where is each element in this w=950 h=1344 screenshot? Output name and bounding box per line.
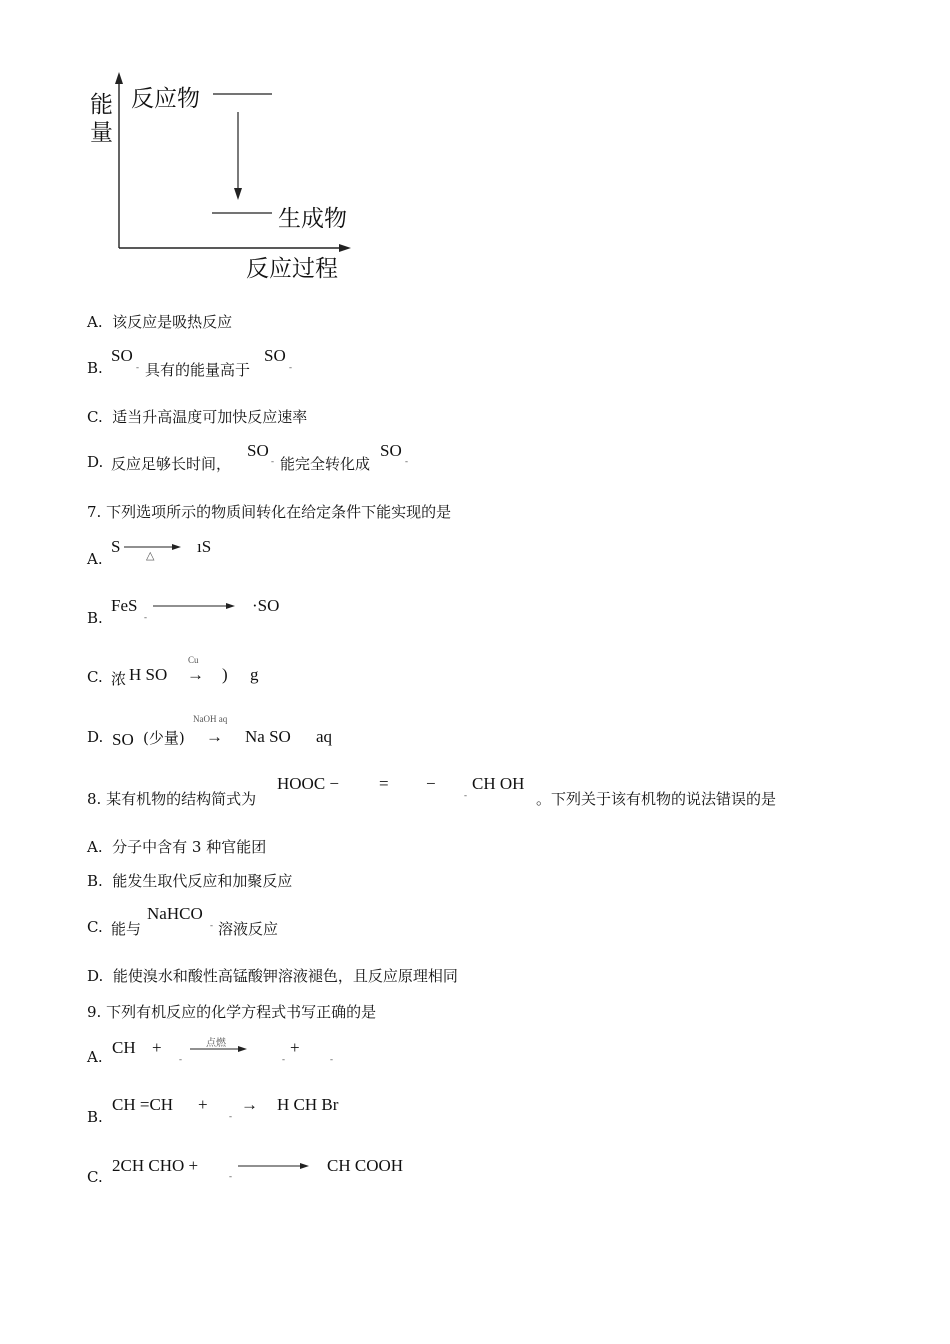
y-axis-label-2: 量	[90, 120, 113, 146]
q7-b-arrow	[153, 605, 238, 615]
option-text: 该反应是吸热反应	[112, 313, 233, 331]
q7-stem: 7. 下列选项所示的物质间转化在给定条件下能实现的是	[87, 503, 452, 521]
q7-a-formula-2: ıS	[197, 537, 212, 556]
option-label: C.	[87, 408, 103, 426]
option-text: 适当升高温度可加快反应速率	[112, 408, 308, 426]
q6-d-sub-1: -	[271, 456, 274, 466]
option-label: B.	[87, 872, 103, 890]
q9-a-sub-3: -	[330, 1054, 333, 1064]
q9-c-sub: -	[229, 1171, 232, 1181]
q8-option-b	[87, 870, 292, 891]
q8-stem-post: 。下列关于该有机物的说法错误的是	[536, 790, 777, 808]
option-label: A.	[87, 838, 103, 856]
q8-option-c-label: C.	[87, 918, 103, 936]
y-axis-label-1: 能	[90, 92, 113, 118]
q6-option-d-label: D.	[87, 453, 104, 471]
q6-b-formula-2: SO	[264, 346, 286, 365]
q7-option-c-label: C.	[87, 668, 103, 686]
q9-option-c-label: C.	[87, 1168, 103, 1186]
q9-a-formula: CH	[112, 1038, 136, 1057]
q9-a-sub-1: -	[179, 1054, 182, 1064]
q6-b-formula-1: SO	[111, 346, 133, 365]
option-text: 能使溴水和酸性高锰酸钾溶液褪色，且反应原理相同	[112, 967, 458, 985]
q8-c-pre: 能与	[111, 920, 142, 938]
q9-b-arrow: →	[241, 1095, 258, 1114]
q8-c-formula: NaHCO	[147, 904, 203, 923]
q6-d-formula-1: SO	[247, 441, 269, 460]
option-label: D.	[87, 967, 104, 985]
x-axis-label: 反应过程	[246, 256, 338, 282]
q9-b-plus: +	[198, 1095, 208, 1114]
q6-option-b-label: B.	[87, 359, 103, 377]
q7-c-formula-3: g	[250, 665, 259, 684]
q6-b-sub-1: -	[136, 362, 139, 372]
q9-a-condition: 点燃	[206, 1038, 226, 1049]
q9-option-a-label: A.	[87, 1048, 103, 1066]
q8-struct-2: =	[379, 774, 389, 793]
q7-a-condition: △	[146, 550, 155, 562]
q9-a-sub-2: -	[282, 1054, 285, 1064]
q7-option-b-label: B.	[87, 609, 103, 627]
q7-c-pre: 浓	[111, 670, 127, 688]
q6-option-a	[87, 311, 232, 332]
q8-struct-3: −	[426, 774, 436, 793]
q9-a-plus-1: +	[152, 1038, 162, 1057]
q7-b-formula-2: ·SO	[252, 596, 280, 615]
q8-c-post: 溶液反应	[218, 920, 279, 938]
q6-d-text: 能完全转化成	[280, 455, 371, 473]
q7-d-arrow: →	[206, 727, 223, 746]
q7-d-paren: (少量)	[143, 729, 185, 747]
q9-option-b-label: B.	[87, 1108, 103, 1126]
q7-option-a-label: A.	[87, 550, 103, 568]
q8-c-sub: -	[210, 920, 213, 930]
option-text: 能发生取代反应和加聚反应	[112, 872, 293, 890]
q7-d-formula-2: Na SO	[245, 727, 291, 746]
q9-c-arrow	[238, 1165, 313, 1175]
q7-option-d-label: D.	[87, 728, 104, 746]
q7-b-sub-1: -	[144, 612, 147, 622]
q9-c-formula-1: 2CH CHO +	[112, 1156, 199, 1175]
q9-a-plus-2: +	[290, 1038, 300, 1057]
q6-option-c	[87, 406, 307, 427]
q7-a-formula-1: S	[111, 537, 121, 556]
q7-c-arrow: →	[187, 665, 204, 684]
q9-stem: 9. 下列有机反应的化学方程式书写正确的是	[87, 1003, 377, 1021]
q7-c-formula-1: H SO	[129, 665, 168, 684]
q9-b-formula-1: CH =CH	[112, 1095, 174, 1114]
q8-option-a	[87, 836, 266, 857]
q7-d-condition: NaOH aq	[193, 714, 228, 724]
q6-d-pre: 反应足够长时间，	[111, 455, 232, 473]
q9-b-sub: -	[229, 1111, 232, 1121]
q6-b-text: 具有的能量高于	[145, 361, 251, 379]
down-arrow	[234, 112, 242, 200]
q9-b-formula-2: H CH Br	[277, 1095, 339, 1114]
q6-d-formula-2: SO	[380, 441, 402, 460]
q8-struct-4: CH OH	[472, 774, 525, 793]
q6-b-sub-2: -	[289, 362, 292, 372]
option-label: A.	[87, 313, 103, 331]
q9-a-arrow	[190, 1048, 250, 1058]
q8-struct-sub: -	[464, 790, 467, 800]
energy-diagram	[0, 0, 950, 290]
option-text: 分子中含有 3 种官能团	[112, 838, 267, 856]
q7-c-condition: Cu	[188, 655, 199, 665]
y-axis	[115, 72, 123, 248]
q6-d-sub-2: -	[405, 456, 408, 466]
q7-c-formula-2: )	[222, 665, 228, 684]
reactant-label: 反应物	[131, 86, 200, 112]
q8-option-d	[87, 965, 458, 986]
q8-struct-1: HOOC −	[277, 774, 340, 793]
q7-d-formula-3: aq	[316, 727, 333, 746]
q8-stem-pre: 8. 某有机物的结构简式为	[87, 790, 257, 808]
q7-b-formula-1: FeS	[111, 596, 138, 615]
product-label: 生成物	[278, 206, 347, 232]
q9-c-formula-2: CH COOH	[327, 1156, 404, 1175]
q7-d-formula-1: SO	[112, 730, 134, 749]
